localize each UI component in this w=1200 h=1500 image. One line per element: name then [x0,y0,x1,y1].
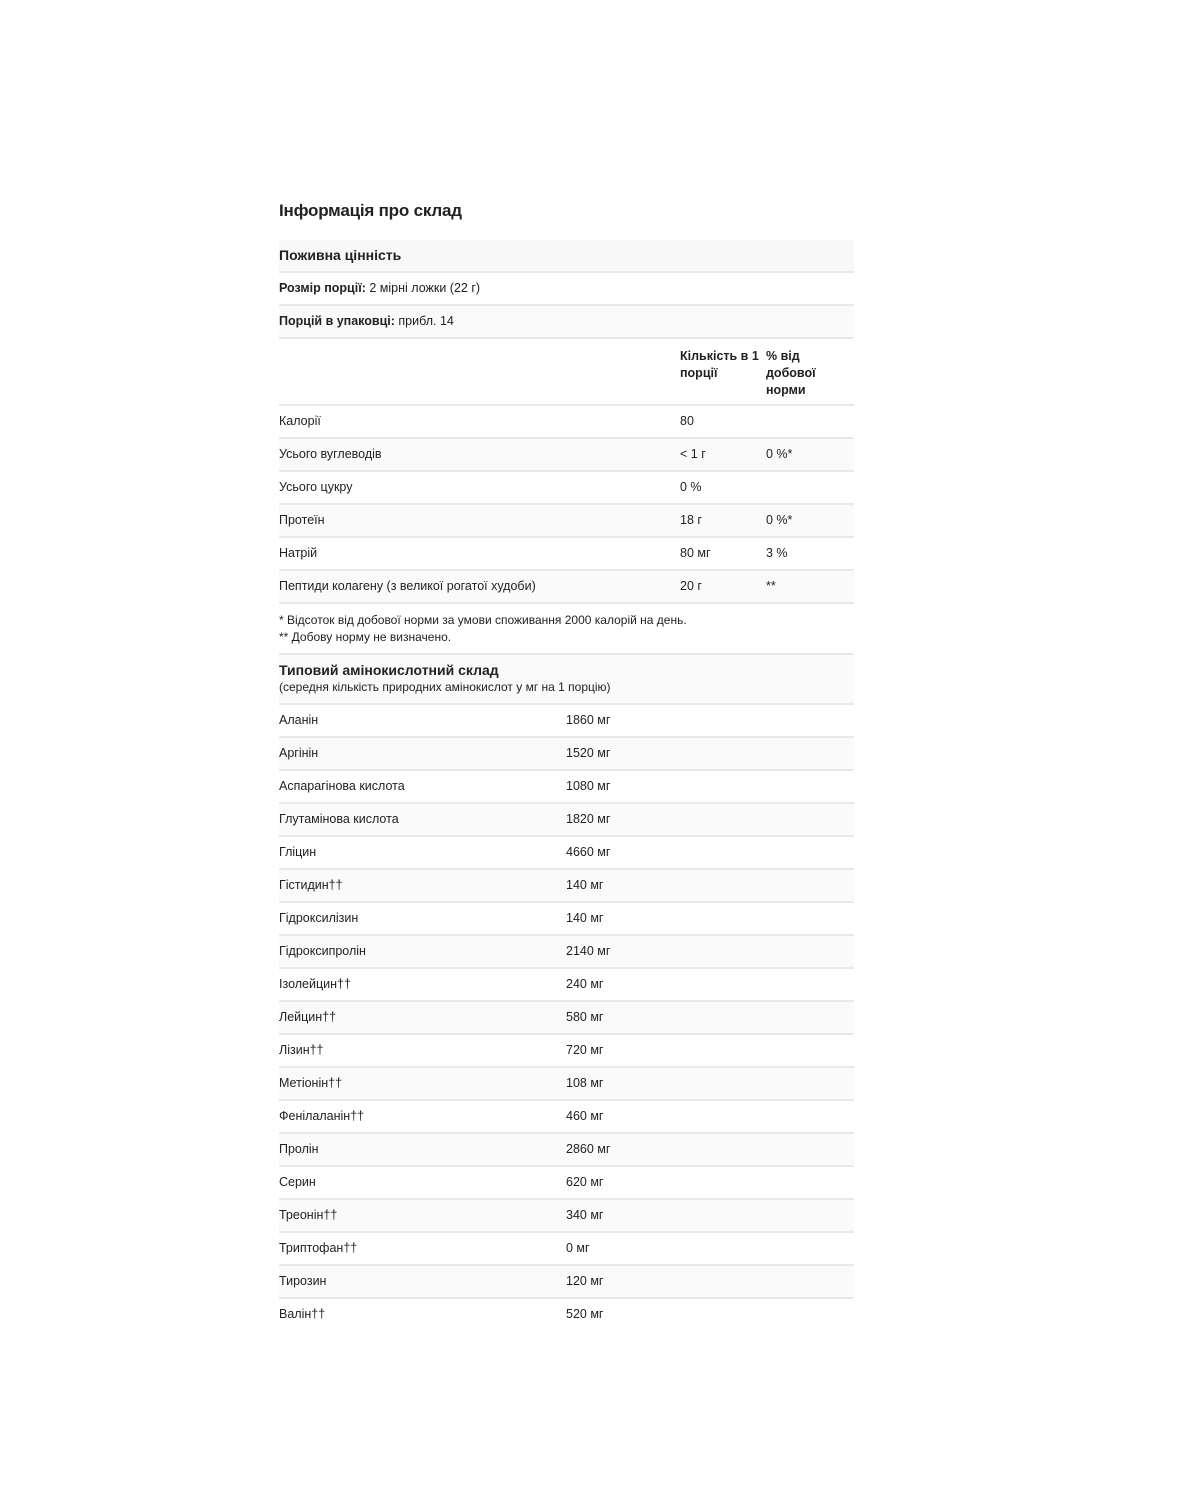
amino-name: Гістидин†† [279,878,343,892]
nutrient-row [279,406,854,439]
nutrition-footnotes [279,604,854,655]
footnote-daily-value: * Відсоток від добової норми за умови споживання 2000 калорій на день. [279,613,687,627]
nutrient-daily-value: ** [766,579,776,593]
nutrient-name: Усього цукру [279,480,353,494]
serving-size-row [279,273,854,306]
nutrient-daily-value: 0 %* [766,513,793,527]
amino-name: Валін†† [279,1307,326,1321]
footnote-not-established: ** Добову норму не визначено. [279,630,452,644]
nutrient-amount: 0 % [680,480,702,494]
page-title: Інформація про склад [279,201,462,220]
amino-rows [279,705,854,1332]
amino-row [279,1134,854,1167]
amino-value: 340 мг [566,1208,604,1222]
nutrition-heading: Поживна цінність [279,240,854,273]
amino-value: 240 мг [566,977,604,991]
amino-row [279,1035,854,1068]
nutrient-daily-value: 3 % [766,546,788,560]
amino-value: 720 мг [566,1043,604,1057]
amino-row [279,1101,854,1134]
composition-info [279,198,854,1332]
amino-value: 1520 мг [566,746,611,760]
nutrient-name: Усього вуглеводів [279,447,382,461]
serving-size-value: 2 мірні ложки (22 г) [369,281,481,295]
amino-name: Лейцин†† [279,1010,337,1024]
nutrient-row [279,505,854,538]
amino-value: 1080 мг [566,779,611,793]
nutrient-daily-value: 0 %* [766,447,793,461]
servings-value: прибл. 14 [398,314,454,328]
amino-value: 0 мг [566,1241,590,1255]
amino-row [279,1200,854,1233]
daily-value-header: % від добової норми [766,349,816,397]
nutrition-column-headers [279,339,854,406]
amino-name: Аспарагінова кислота [279,779,405,793]
nutrient-row [279,472,854,505]
amino-title: Типовий амінокислотний склад [279,662,499,678]
amino-name: Метіонін†† [279,1076,343,1090]
amino-row [279,870,854,903]
amino-name: Гідроксилізин [279,911,359,925]
amino-value: 4660 мг [566,845,611,859]
nutrient-amount: < 1 г [680,447,706,461]
nutrient-name: Калорії [279,414,321,428]
amino-value: 580 мг [566,1010,604,1024]
nutrition-rows [279,406,854,604]
amino-name: Триптофан†† [279,1241,358,1255]
amino-row [279,1068,854,1101]
amino-name: Пролін [279,1142,319,1156]
serving-size-label: Розмір порції: [279,281,366,295]
amino-name: Аргінін [279,746,319,760]
amino-row [279,1167,854,1200]
amino-value: 620 мг [566,1175,604,1189]
amino-row [279,1299,854,1332]
nutrient-name: Протеїн [279,513,325,527]
nutrient-row [279,538,854,571]
nutrient-amount: 18 г [680,513,702,527]
amino-name: Ізолейцин†† [279,977,351,991]
amino-name: Гліцин [279,845,317,859]
amino-heading [279,655,854,705]
amino-value: 520 мг [566,1307,604,1321]
amino-value: 140 мг [566,911,604,925]
amino-value: 120 мг [566,1274,604,1288]
amino-value: 1820 мг [566,812,611,826]
amino-name: Тирозин [279,1274,327,1288]
nutrient-name: Натрій [279,546,318,560]
amino-value: 460 мг [566,1109,604,1123]
amino-value: 2860 мг [566,1142,611,1156]
amino-value: 108 мг [566,1076,604,1090]
amino-name: Аланін [279,713,319,727]
amino-value: 2140 мг [566,944,611,958]
amino-value: 140 мг [566,878,604,892]
amino-name: Глутамінова кислота [279,812,399,826]
amino-row [279,903,854,936]
amino-row [279,804,854,837]
amino-row [279,1266,854,1299]
nutrient-amount: 80 мг [680,546,711,560]
amino-name: Треонін†† [279,1208,338,1222]
servings-per-container-row [279,306,854,339]
amino-row [279,705,854,738]
amino-name: Серин [279,1175,316,1189]
amino-row [279,936,854,969]
amino-row [279,738,854,771]
nutrient-amount: 80 [680,414,694,428]
amino-name: Гідроксипролін [279,944,366,958]
amino-row [279,1002,854,1035]
nutrient-row [279,571,854,604]
amino-row [279,771,854,804]
amino-row [279,969,854,1002]
amount-per-serving-header: Кількість в 1 порції [680,349,759,380]
amino-subtitle: (середня кількість природних амінокислот у мг на 1 порцію) [279,680,611,694]
amino-row [279,837,854,870]
servings-label: Порцій в упаковці: [279,314,395,328]
amino-name: Фенілаланін†† [279,1109,365,1123]
nutrient-row [279,439,854,472]
nutrient-name: Пептиди колагену (з великої рогатої худоби) [279,579,536,593]
nutrient-amount: 20 г [680,579,702,593]
amino-name: Лізин†† [279,1043,324,1057]
amino-value: 1860 мг [566,713,611,727]
amino-row [279,1233,854,1266]
